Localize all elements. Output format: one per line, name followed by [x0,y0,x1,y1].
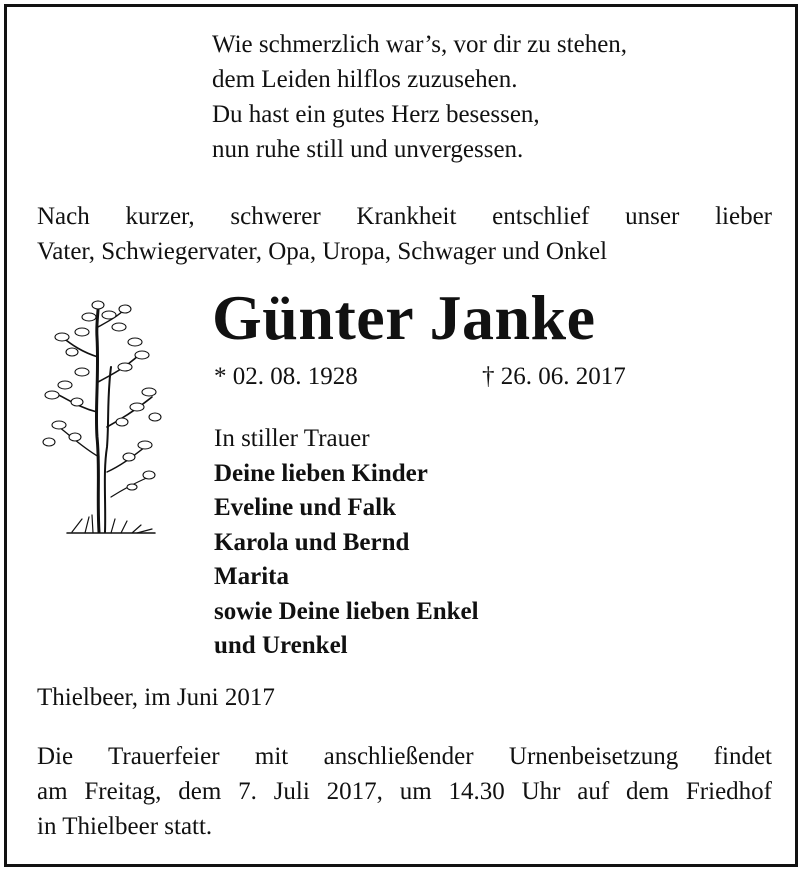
poem-line: nun ruhe still und unvergessen. [212,136,524,163]
mourner-line: Marita [214,563,289,590]
intro-line-1: Nach kurzer, schwerer Krankheit entschlief unser lieber [37,203,772,230]
poem [212,27,627,167]
tree-illustration [37,297,172,537]
death-date: † 26. 06. 2017 [482,363,626,390]
mourner-line: und Urenkel [214,632,348,659]
funeral-notice-line: Die Trauerfeier mit anschließender Urnenbeisetzung findet [37,743,772,770]
obituary-frame [4,4,798,867]
poem-line: Du hast ein gutes Herz besessen, [212,101,540,128]
funeral-notice-line: in Thielbeer statt. [37,813,213,840]
place-date: Thielbeer, im Juni 2017 [37,684,275,711]
deceased-name: Günter Janke [212,282,596,353]
poem-line: dem Leiden hilflos zuzusehen. [212,66,518,93]
funeral-notice-line: am Freitag, dem 7. Juli 2017, um 14.30 Uhr auf dem Friedhof [37,778,772,805]
birth-date: * 02. 08. 1928 [214,363,358,390]
mourner-line: Deine lieben Kinder [214,459,428,487]
intro-line-2: Vater, Schwiegervater, Opa, Uropa, Schwager und Onkel [37,238,608,265]
mourners [214,422,479,664]
mourners-heading: In stiller Trauer [214,425,370,452]
funeral-notice [37,739,772,844]
poem-line: Wie schmerzlich war’s, vor dir zu stehen, [212,31,628,58]
mourner-line: Eveline und Falk [214,494,396,521]
mourner-line: Karola und Bernd [214,528,410,556]
mourner-line: sowie Deine lieben Enkel [214,597,479,625]
life-dates [214,360,626,394]
